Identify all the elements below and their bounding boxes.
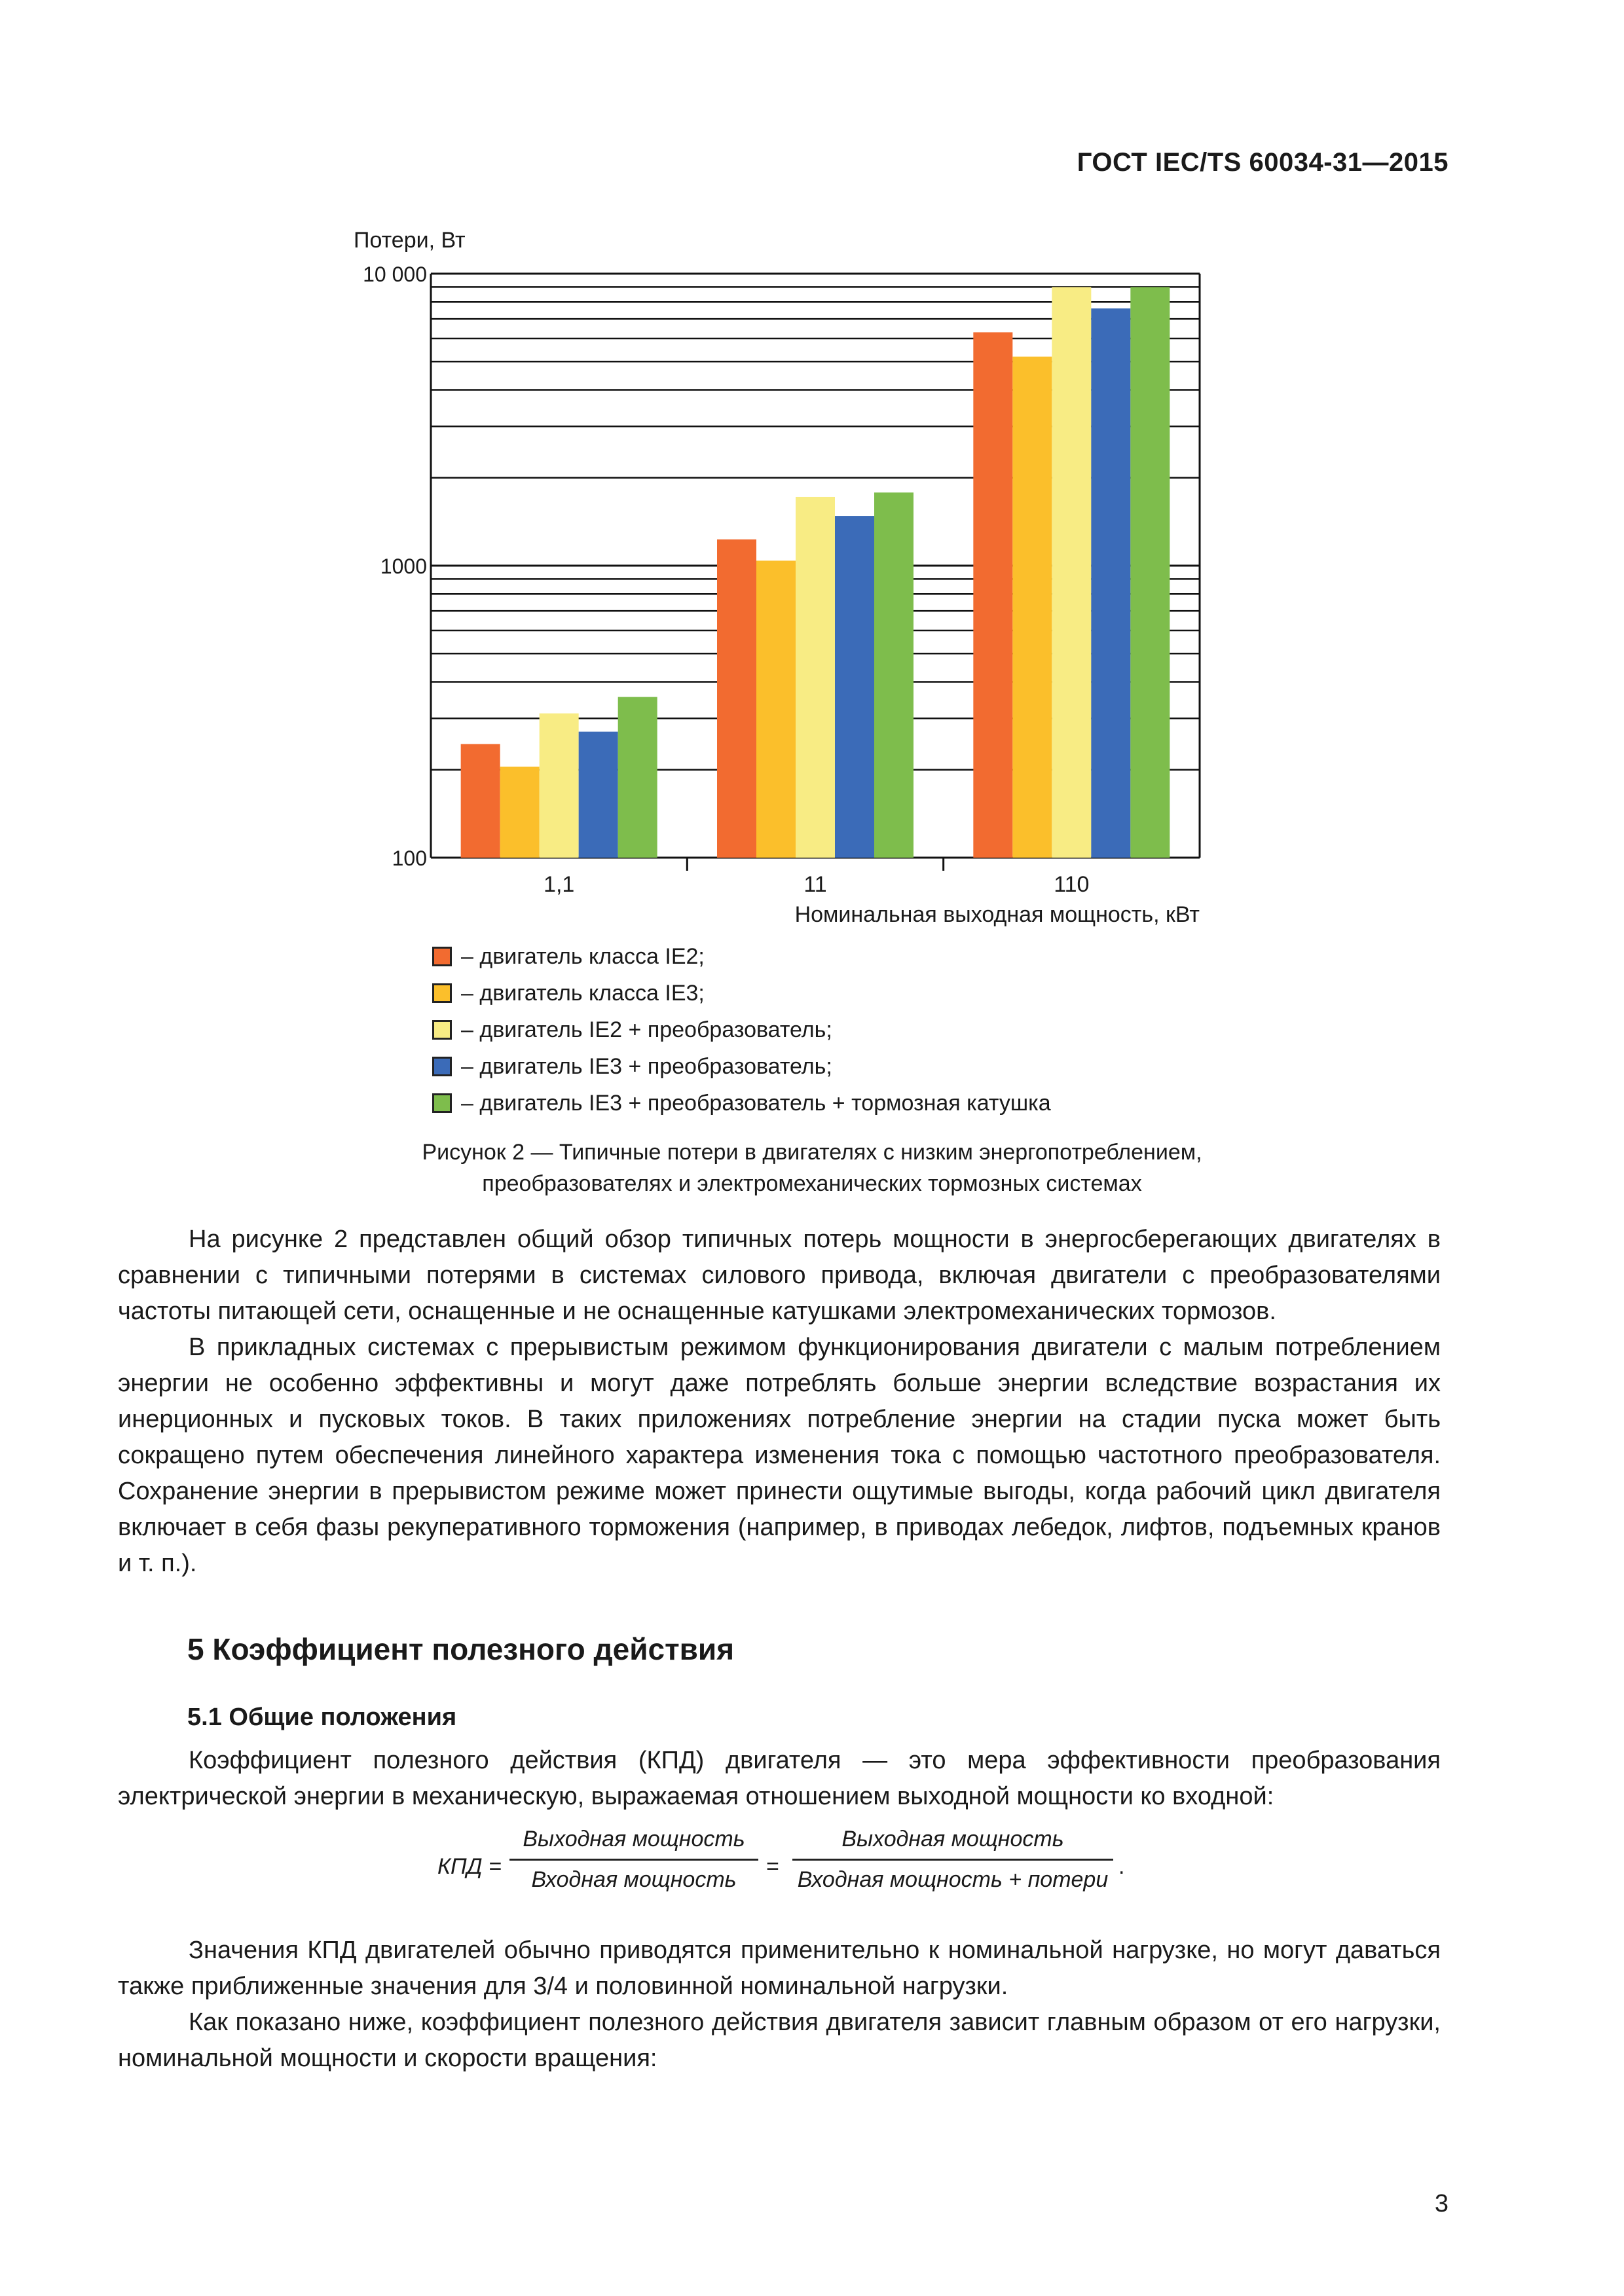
legend-label: – двигатель класса IE2;	[461, 943, 705, 969]
page-number: 3	[1434, 2190, 1449, 2217]
bar	[717, 539, 756, 858]
chart-legend	[432, 938, 1051, 1121]
y-tick-label: 10 000	[363, 263, 427, 286]
formula-lhs: КПД =	[437, 1854, 502, 1879]
x-tick-label: 110	[1054, 872, 1090, 897]
legend-swatch	[432, 983, 452, 1003]
fraction-2-denominator: Входная мощность + потери	[797, 1867, 1109, 1892]
caption-line-1: Рисунок 2 — Типичные потери в двигателях с низким энергопотреблением,	[422, 1140, 1202, 1165]
bar	[1130, 287, 1170, 858]
legend-swatch	[432, 1020, 452, 1040]
legend-label: – двигатель IE3 + преобразователь;	[461, 1053, 832, 1079]
fraction-1-denominator: Входная мощность	[531, 1867, 737, 1892]
efficiency-formula	[0, 1827, 1624, 1912]
legend-item	[432, 1085, 1051, 1121]
figure-caption	[0, 1137, 1624, 1199]
bar	[618, 697, 657, 858]
bar	[756, 560, 796, 858]
losses-bar-chart	[341, 210, 1270, 930]
legend-item	[432, 1048, 1051, 1085]
bar	[461, 744, 500, 858]
bar	[973, 332, 1012, 858]
caption-line-2: преобразователях и электромеханических тормозных системах	[482, 1171, 1142, 1196]
fraction-1-numerator: Выходная мощность	[523, 1827, 745, 1851]
legend-item	[432, 1011, 1051, 1048]
y-tick-label: 1000	[380, 555, 427, 578]
bar	[835, 516, 874, 858]
paragraph-3: Коэффициент полезного действия (КПД) двигателя — это мера эффективности преобразования электрической энергии в механическую, выражаемая отношением выходной мощности ко входной:	[118, 1747, 1441, 1810]
legend-label: – двигатель IE2 + преобразователь;	[461, 1017, 832, 1042]
paragraph-2: В прикладных системах с прерывистым режимом функционирования двигатели с малым потреблением энергии не особенно эффективны и могут даже потреблять больше энергии вследствие возрастания их инерционных и пусковых токов. В таких приложениях потребление энергии на стадии пуска может быть сокращено путем обеспечения линейного характера изменения тока с помощью частотного преобразователя. Сохранение энергии в прерывистом режиме может принести ощутимые выгоды, когда рабочий цикл двигателя включает в себя фазы рекуперативного торможения (например, в приводах лебедок, лифтов, подъемных кранов и т. п.).	[118, 1334, 1441, 1577]
legend-swatch	[432, 1093, 452, 1113]
formula-period: .	[1118, 1854, 1125, 1879]
formula-fraction-2	[792, 1827, 1113, 1893]
bar	[874, 492, 913, 858]
legend-label: – двигатель класса IE3;	[461, 980, 705, 1006]
legend-swatch	[432, 1057, 452, 1076]
bar	[1052, 287, 1091, 858]
body-text-block-2	[118, 1743, 1441, 1815]
bar	[1012, 357, 1052, 858]
legend-item	[432, 975, 1051, 1011]
bar	[796, 497, 835, 858]
paragraph-5: Как показано ниже, коэффициент полезного действия двигателя зависит главным образом от его нагрузки, номинальной мощности и скорости вращения:	[118, 2009, 1441, 2072]
body-text-block-3	[118, 1933, 1441, 2077]
section-title: 5 Коэффициент полезного действия	[187, 1632, 735, 1666]
bar	[500, 767, 540, 858]
formula-fraction-1	[509, 1827, 758, 1893]
x-tick-label: 1,1	[544, 872, 575, 897]
y-axis-label: Потери, Вт	[354, 228, 466, 253]
paragraph-4: Значения КПД двигателей обычно приводятся применительно к номинальной нагрузке, но могут даваться также приближенные значения для 3/4 и половинной номинальной нагрузки.	[118, 1937, 1441, 2000]
formula-equals: =	[766, 1854, 779, 1879]
fraction-2-numerator: Выходная мощность	[841, 1827, 1064, 1851]
bar	[1091, 308, 1130, 858]
legend-swatch	[432, 947, 452, 966]
paragraph-1: На рисунке 2 представлен общий обзор типичных потерь мощности в энергосберегающих двигателях в сравнении с типичными потерями в системах силового привода, включая двигатели с преобразователями частоты питающей сети, оснащенные и не оснащенные катушками электромеханических тормозов.	[118, 1226, 1441, 1325]
document-header: ГОСТ IEC/TS 60034-31—2015	[1077, 148, 1449, 177]
legend-item	[432, 938, 1051, 975]
y-tick-label: 100	[392, 847, 427, 870]
subsection-title: 5.1 Общие положения	[187, 1704, 457, 1731]
bar	[540, 714, 579, 858]
legend-label: – двигатель IE3 + преобразователь + тормозная катушка	[461, 1090, 1051, 1116]
body-text-block-1	[118, 1222, 1441, 1582]
x-tick-label: 11	[803, 872, 827, 897]
x-axis-label: Номинальная выходная мощность, кВт	[794, 902, 1200, 927]
bar	[579, 732, 618, 858]
